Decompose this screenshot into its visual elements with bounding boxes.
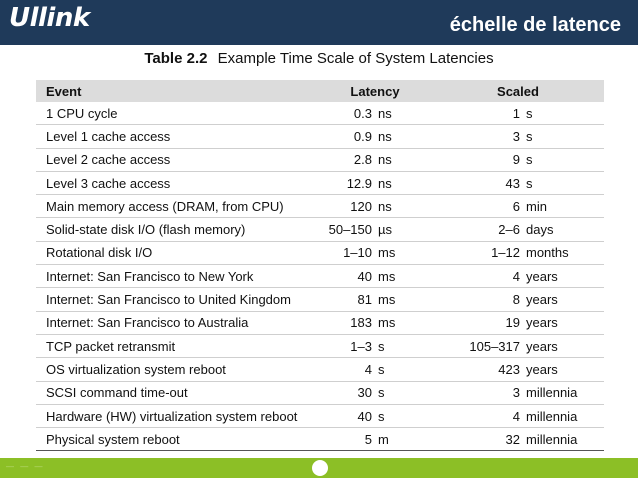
event-cell: Level 3 cache access [36, 171, 318, 194]
latency-unit-cell: s [378, 404, 432, 427]
table-row [36, 311, 604, 334]
latency-unit-cell: ms [378, 288, 432, 311]
latency-value-cell: 40 [318, 265, 378, 288]
scaled-value-cell: 6 [432, 195, 526, 218]
scaled-unit-cell: min [526, 195, 604, 218]
scaled-value-cell: 423 [432, 358, 526, 381]
event-cell: Hardware (HW) virtualization system reboot [36, 404, 318, 427]
column-header-latency: Latency [318, 80, 432, 102]
scaled-value-cell: 43 [432, 171, 526, 194]
scaled-unit-cell: s [526, 148, 604, 171]
table-header-row [36, 80, 604, 102]
slide-title: échelle de latence [449, 14, 621, 36]
latency-value-cell: 120 [318, 195, 378, 218]
scaled-value-cell: 4 [432, 404, 526, 427]
latency-unit-cell: ms [378, 241, 432, 264]
latency-unit-cell: µs [378, 218, 432, 241]
scaled-unit-cell: years [526, 311, 604, 334]
scaled-value-cell: 19 [432, 311, 526, 334]
event-cell: TCP packet retransmit [36, 334, 318, 357]
scaled-unit-cell: s [526, 125, 604, 148]
table-row [36, 428, 604, 451]
table-caption-text: Example Time Scale of System Latencies [217, 50, 494, 67]
latency-unit-cell: ns [378, 171, 432, 194]
table-row [36, 265, 604, 288]
event-cell: SCSI command time-out [36, 381, 318, 404]
latency-value-cell: 1–10 [318, 241, 378, 264]
table-row [36, 358, 604, 381]
column-header-scaled: Scaled [432, 80, 604, 102]
event-cell: Solid-state disk I/O (flash memory) [36, 218, 318, 241]
scaled-unit-cell: years [526, 288, 604, 311]
scaled-value-cell: 105–317 [432, 334, 526, 357]
latency-value-cell: 183 [318, 311, 378, 334]
latency-unit-cell: ns [378, 102, 432, 125]
table-row [36, 334, 604, 357]
scaled-unit-cell: days [526, 218, 604, 241]
table-row [36, 218, 604, 241]
scaled-value-cell: 1–12 [432, 241, 526, 264]
table-number: Table 2.2 [144, 50, 208, 67]
table-row [36, 195, 604, 218]
scaled-value-cell: 3 [432, 125, 526, 148]
event-cell: 1 CPU cycle [36, 102, 318, 125]
latency-unit-cell: s [378, 381, 432, 404]
latency-unit-cell: ms [378, 265, 432, 288]
scaled-value-cell: 8 [432, 288, 526, 311]
table-row [36, 102, 604, 125]
table-row [36, 171, 604, 194]
scaled-value-cell: 9 [432, 148, 526, 171]
scaled-unit-cell: millennia [526, 404, 604, 427]
latency-value-cell: 4 [318, 358, 378, 381]
latency-unit-cell: ms [378, 311, 432, 334]
latency-unit-cell: s [378, 334, 432, 357]
scaled-unit-cell: s [526, 171, 604, 194]
scaled-unit-cell: s [526, 102, 604, 125]
event-cell: Level 1 cache access [36, 125, 318, 148]
scaled-unit-cell: months [526, 241, 604, 264]
latency-value-cell: 0.9 [318, 125, 378, 148]
table-row [36, 381, 604, 404]
header-bar [0, 0, 638, 45]
latency-value-cell: 12.9 [318, 171, 378, 194]
scaled-value-cell: 4 [432, 265, 526, 288]
scaled-value-cell: 2–6 [432, 218, 526, 241]
scaled-value-cell: 32 [432, 428, 526, 451]
event-cell: OS virtualization system reboot [36, 358, 318, 381]
latency-value-cell: 0.3 [318, 102, 378, 125]
scaled-unit-cell: millennia [526, 381, 604, 404]
event-cell: Physical system reboot [36, 428, 318, 451]
slide-indicator-dot [312, 460, 328, 476]
column-header-event: Event [36, 80, 318, 102]
event-cell: Main memory access (DRAM, from CPU) [36, 195, 318, 218]
latency-value-cell: 2.8 [318, 148, 378, 171]
table-row [36, 241, 604, 264]
latency-unit-cell: ns [378, 125, 432, 148]
event-cell: Level 2 cache access [36, 148, 318, 171]
brand-logo: Ullink [9, 3, 90, 33]
table-row [36, 125, 604, 148]
latency-value-cell: 30 [318, 381, 378, 404]
latency-value-cell: 81 [318, 288, 378, 311]
table-row [36, 404, 604, 427]
latency-table [36, 80, 604, 451]
latency-unit-cell: s [378, 358, 432, 381]
scaled-value-cell: 1 [432, 102, 526, 125]
footer-bar [0, 458, 638, 478]
table-row [36, 148, 604, 171]
event-cell: Internet: San Francisco to Australia [36, 311, 318, 334]
latency-value-cell: 40 [318, 404, 378, 427]
scaled-unit-cell: years [526, 334, 604, 357]
latency-value-cell: 5 [318, 428, 378, 451]
table-row [36, 288, 604, 311]
latency-unit-cell: ns [378, 148, 432, 171]
table-caption [0, 50, 638, 67]
footer-decoration: — — — [6, 462, 45, 471]
event-cell: Rotational disk I/O [36, 241, 318, 264]
latency-value-cell: 1–3 [318, 334, 378, 357]
scaled-unit-cell: years [526, 265, 604, 288]
event-cell: Internet: San Francisco to United Kingdom [36, 288, 318, 311]
scaled-value-cell: 3 [432, 381, 526, 404]
scaled-unit-cell: years [526, 358, 604, 381]
scaled-unit-cell: millennia [526, 428, 604, 451]
latency-value-cell: 50–150 [318, 218, 378, 241]
latency-unit-cell: ns [378, 195, 432, 218]
latency-unit-cell: m [378, 428, 432, 451]
event-cell: Internet: San Francisco to New York [36, 265, 318, 288]
